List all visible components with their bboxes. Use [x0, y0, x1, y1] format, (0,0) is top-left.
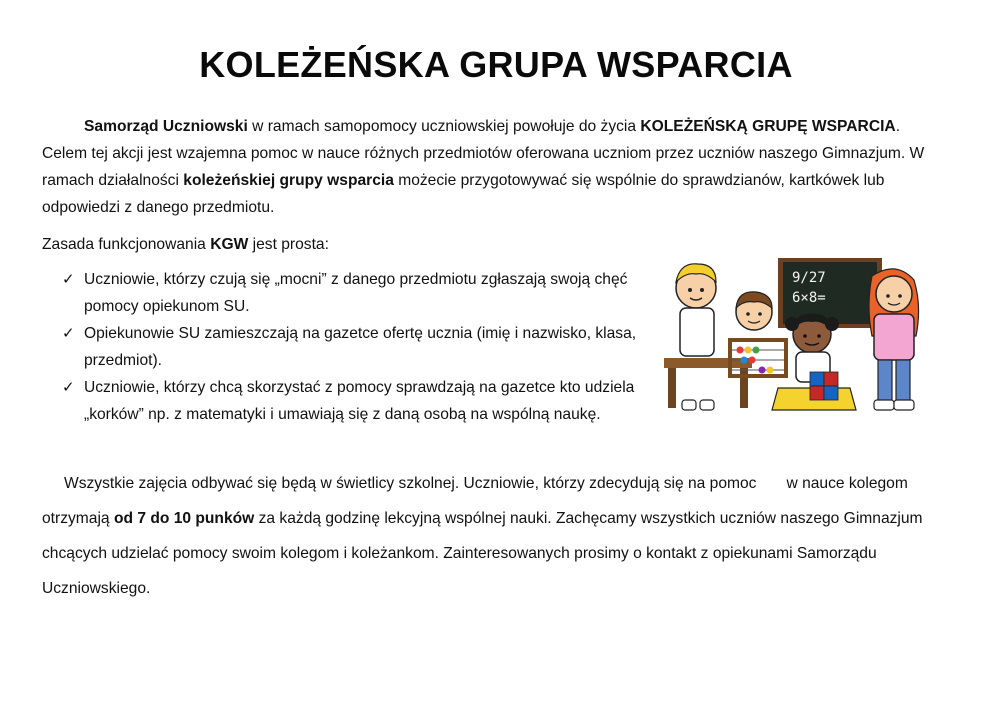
- closing-text-1: Wszystkie zajęcia odbywać się będą w świetlicy szkolnej. Uczniowie, którzy zdecydują się na pomoc: [64, 475, 757, 492]
- board-line-2: 6×8=: [792, 290, 826, 306]
- rule-bold-kgw: KGW: [210, 236, 249, 253]
- check-icon: ✓: [62, 325, 75, 342]
- list-item: [62, 320, 662, 374]
- closing-text-3: za każdą godzinę lekcyjną wspólnej nauki. Zachęcamy wszystkich uczniów naszego Gimnazjum chcących udzielać pomocy swoim kolegom i koleżankom. Zainteresowanych prosimy o kontakt z opiekunami Samorządu Uczniowskiego.: [42, 510, 923, 597]
- intro-bold-kgw: KOLEŻEŃSKĄ GRUPĘ WSPARCIA: [640, 118, 896, 135]
- list-item: [62, 374, 662, 428]
- closing-bold-points: od 7 do 10 punków: [113, 510, 255, 527]
- intro-text-3: możecie przygotowywać się wspólnie do sprawdzianów, kartkówek lub odpowiedzi z danego przedmiotu.: [42, 172, 885, 216]
- intro-bold-group: koleżeńskiej grupy wsparcia: [183, 172, 394, 189]
- intro-bold-su: Samorząd Uczniowski: [84, 118, 248, 135]
- closing-text-2: w nauce kolegom otrzymają: [42, 475, 908, 527]
- intro-text-1: w ramach samopomocy uczniowskiej powołuje do życia: [247, 118, 641, 135]
- closing-paragraph: [42, 466, 947, 606]
- intro-text-2: . Celem tej akcji jest wzajemna pomoc w nauce różnych przedmiotów oferowana uczniom przez uczniów naszego Gimnazjum. W ramach działalności: [42, 118, 925, 189]
- rule-text-2: jest prosta:: [248, 236, 329, 253]
- check-icon: ✓: [62, 379, 75, 396]
- list-item-text: Uczniowie, którzy chcą skorzystać z pomocy sprawdzają na gazetce kto udziela „korków” np. z matematyki i umawiają się z daną osobą na wspólną naukę.: [84, 379, 635, 423]
- page-title: KOLEŻEŃSKA GRUPA WSPARCIA: [199, 44, 793, 85]
- children-learning-illustration: [660, 250, 928, 425]
- rule-text-1: Zasada funkcjonowania: [42, 236, 211, 253]
- intro-paragraph: [42, 113, 947, 221]
- list-item-text: Opiekunowie SU zamieszczają na gazetce ofertę ucznia (imię i nazwisko, klasa, przedmiot).: [84, 325, 637, 369]
- board-line-1: 9/27: [792, 270, 826, 286]
- check-icon: ✓: [62, 271, 75, 288]
- list-item: [62, 266, 662, 320]
- rules-list: [62, 266, 662, 428]
- list-item-text: Uczniowie, którzy czują się „mocni” z danego przedmiotu zgłaszają swoją chęć pomocy opiekunom SU.: [84, 271, 628, 315]
